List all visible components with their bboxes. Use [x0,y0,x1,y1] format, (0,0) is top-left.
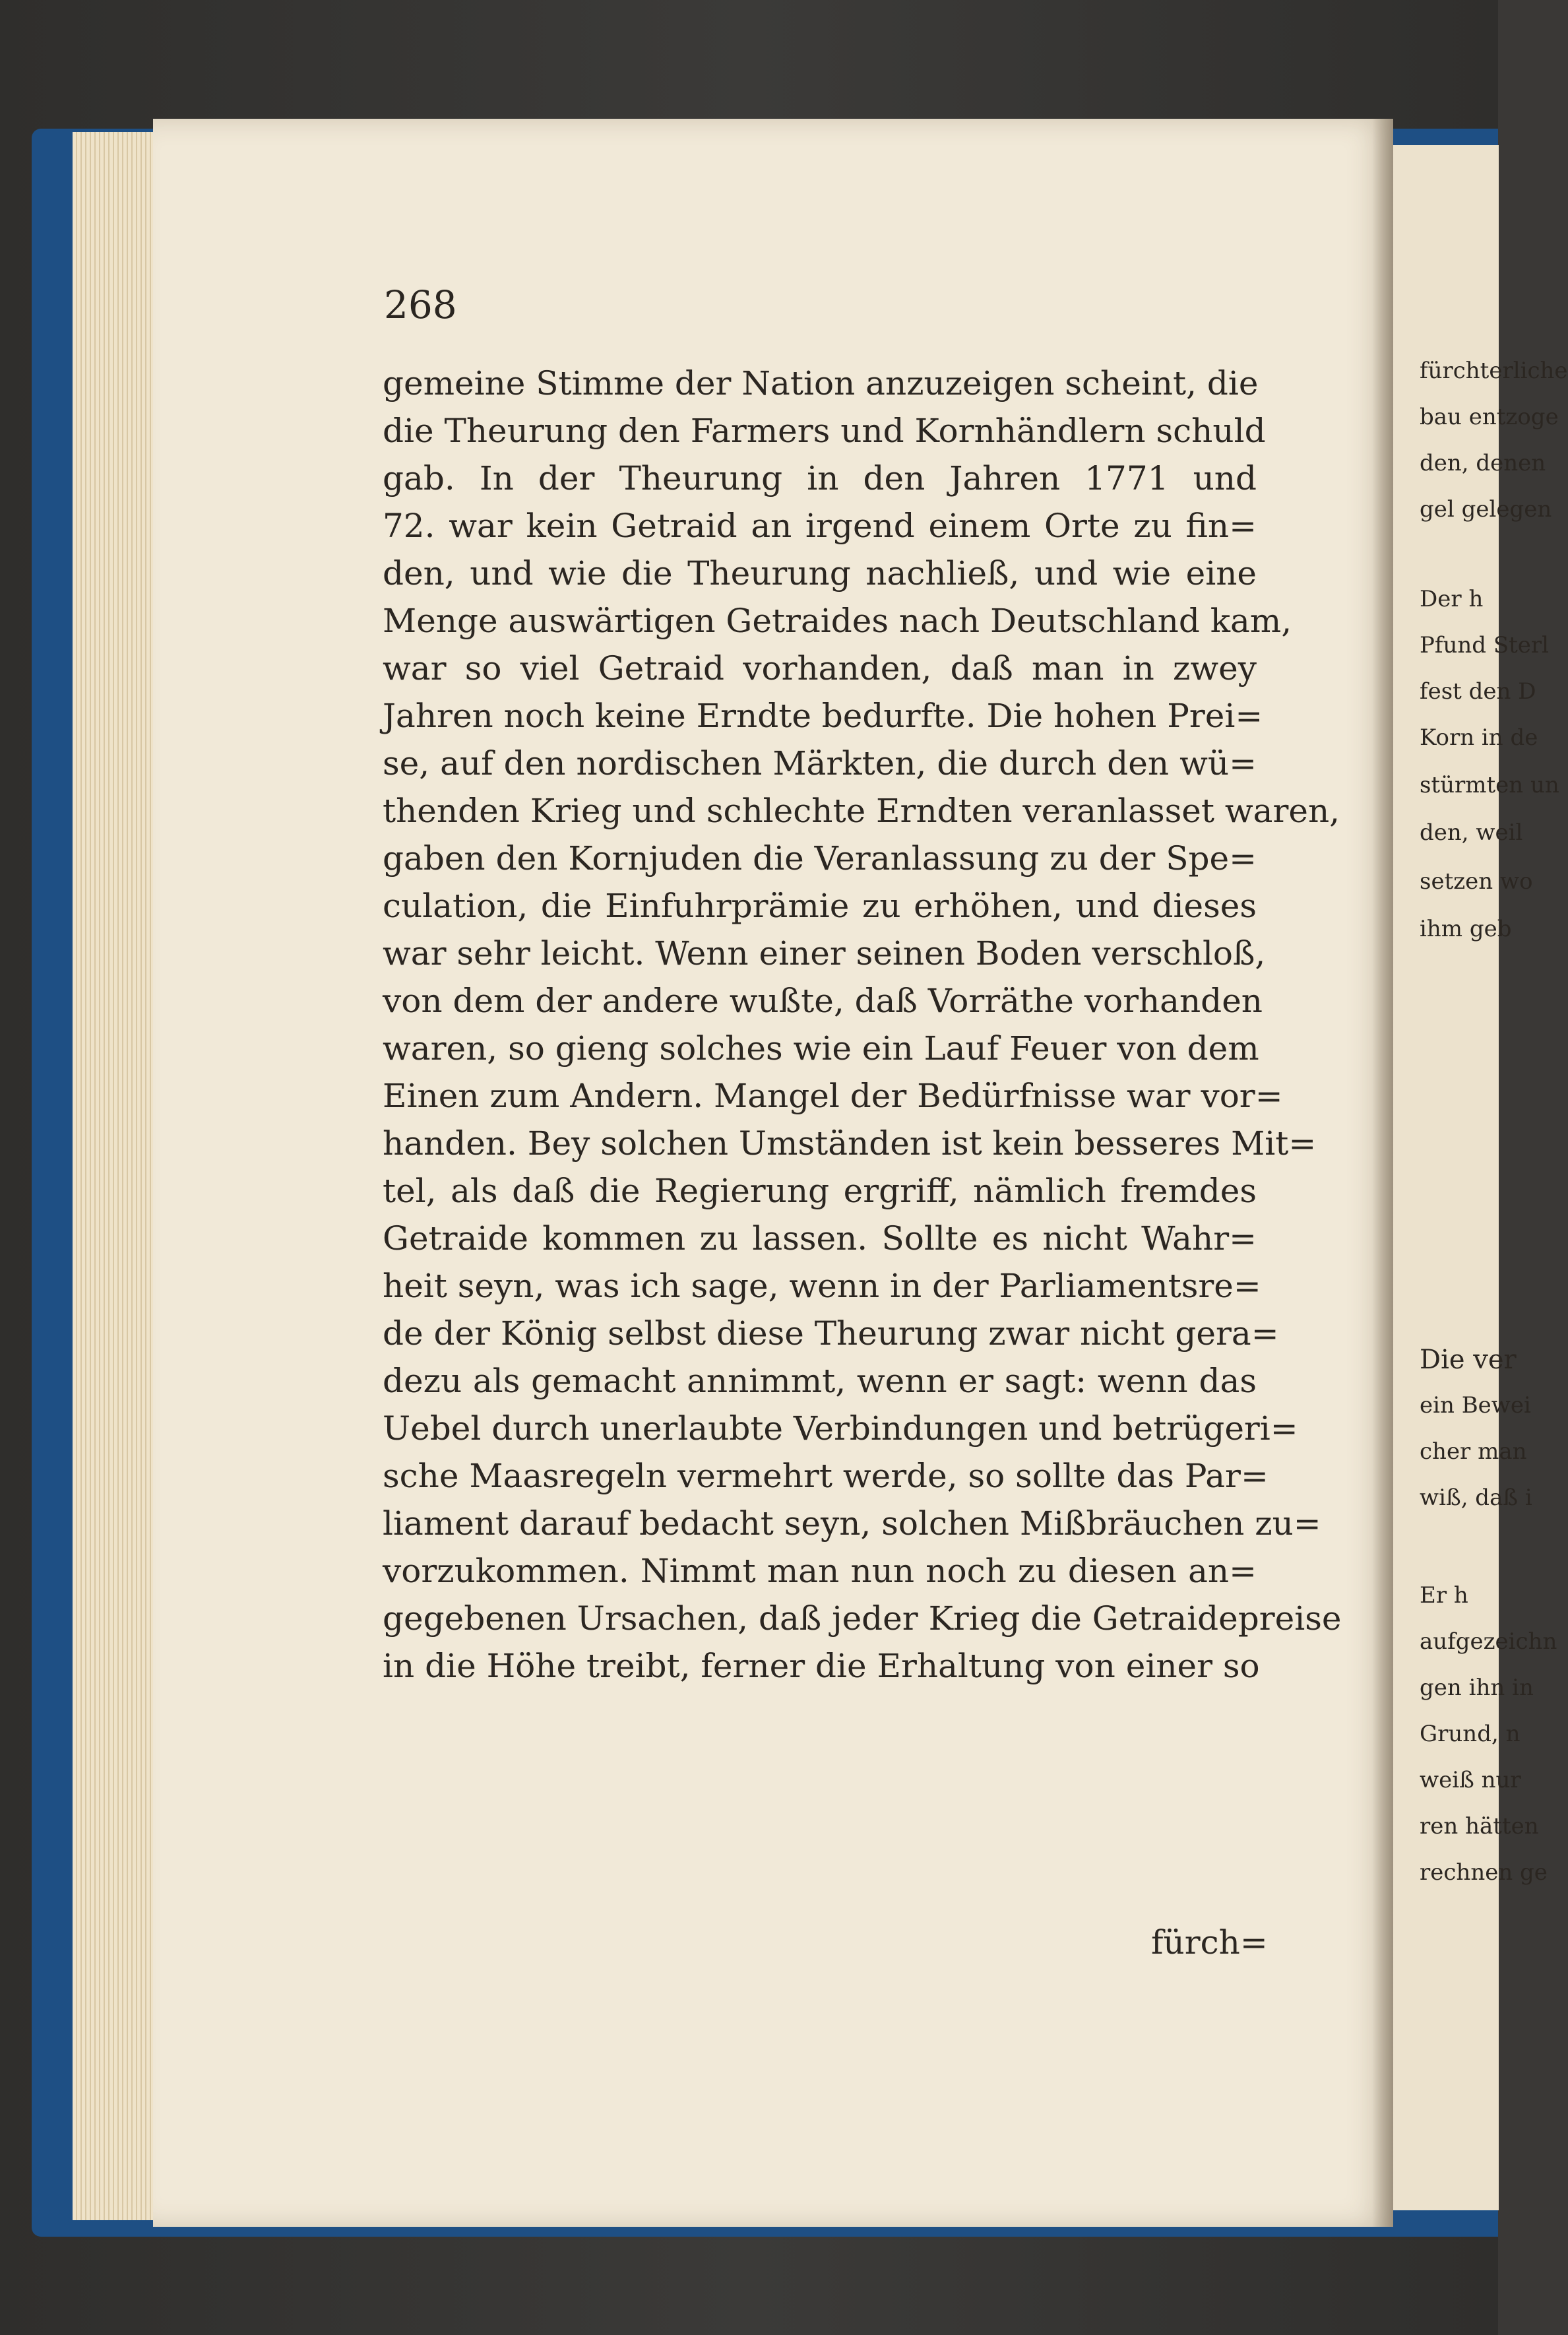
text-line: 72. war kein Getraid an irgend einem Orte zu fin= [383,507,1257,545]
next-page-fragment: setzen wo [1420,868,1533,895]
next-page-fragment: gel gelegen [1420,496,1552,523]
text-line: Getraide kommen zu lassen. Sollte es nicht Wahr= [383,1219,1257,1258]
next-page-fragment: weiß nur [1420,1767,1521,1793]
next-page-edge [1393,145,1568,2210]
text-line: gemeine Stimme der Nation anzuzeigen scheint, die [383,364,1259,402]
text-line: Jahren noch keine Erndte bedurfte. Die hohen Prei= [383,697,1263,735]
text-line: sche Maasregeln vermehrt werde, so sollte das Par= [383,1457,1269,1495]
next-page-fragment: ein Bewei [1420,1392,1531,1419]
next-page-fragment: den, denen [1420,450,1546,476]
next-page-fragment: Korn in de [1420,724,1538,751]
text-line: dezu als gemacht annimmt, wenn er sagt: wenn das [383,1362,1257,1400]
page-gutter [1372,119,1393,2227]
next-page-fragment: aufgezeichn [1420,1628,1557,1655]
next-page-fragment: stürmten un [1420,772,1559,798]
text-line: waren, so gieng solches wie ein Lauf Feuer von dem [383,1029,1259,1068]
text-line: gegebenen Ursachen, daß jeder Krieg die Getraidepreise [383,1599,1342,1638]
next-page-fragment: ihm geb [1420,916,1512,942]
text-line: se, auf den nordischen Märkten, die durch den wü= [383,744,1257,783]
next-page-fragment: Er h [1420,1582,1468,1609]
next-page-fragment: bau entzoge [1420,404,1559,430]
text-line: heit seyn, was ich sage, wenn in der Parliamentsre= [383,1267,1261,1305]
text-line: Menge auswärtigen Getraides nach Deutschland kam, [383,602,1292,640]
text-line: Einen zum Andern. Mangel der Bedürfnisse war vor= [383,1077,1283,1115]
text-line: die Theurung den Farmers und Kornhändlern schuld [383,412,1266,450]
next-page-fragment: gen ihn in [1420,1675,1534,1701]
catchword: fürch= [1151,1923,1268,1962]
page-number: 268 [384,282,457,327]
text-line: in die Höhe treibt, ferner die Erhaltung von einer so [383,1647,1260,1685]
next-page-fragment: den, weil [1420,819,1523,846]
next-page-fragment: ren hätten [1420,1813,1539,1839]
text-line: liament darauf bedacht seyn, solchen Mißbräuchen zu= [383,1504,1321,1543]
text-line: tel, als daß die Regierung ergriff, nämlich fremdes [383,1172,1257,1210]
next-page-fragment: cher man [1420,1438,1527,1465]
text-line: Uebel durch unerlaubte Verbindungen und betrügeri= [383,1409,1298,1448]
text-line: gaben den Kornjuden die Veranlassung zu der Spe= [383,839,1257,878]
next-page-fragment: fürchterliche [1420,358,1568,384]
next-page-fragment: Der h [1420,586,1484,612]
text-line: gab. In der Theurung in den Jahren 1771 und [383,459,1257,497]
text-line: de der König selbst diese Theurung zwar nicht gera= [383,1314,1279,1353]
next-page-fragment: wiß, daß i [1420,1485,1532,1511]
text-line: culation, die Einfuhrprämie zu erhöhen, und dieses [383,887,1257,925]
text-line: den, und wie die Theurung nachließ, und wie eine [383,554,1257,592]
text-line: handen. Bey solchen Umständen ist kein besseres Mit= [383,1124,1317,1163]
text-line: vorzukommen. Nimmt man nun noch zu diesen an= [383,1552,1257,1590]
text-line: war sehr leicht. Wenn einer seinen Boden verschloß, [383,934,1266,973]
text-line: war so viel Getraid vorhanden, daß man in zwey [383,649,1257,688]
next-page-fragment: fest den D [1420,678,1536,705]
next-page-fragment: Grund, n [1420,1721,1521,1747]
text-line: von dem der andere wußte, daß Vorräthe vorhanden [383,982,1263,1020]
text-line: thenden Krieg und schlechte Erndten veranlasset waren, [383,792,1340,830]
body-text [383,360,1342,1690]
next-page-fragment: Pfund Sterl [1420,632,1550,658]
next-page-fragment: rechnen ge [1420,1859,1548,1886]
next-page-fragment: Die ver [1420,1345,1517,1375]
